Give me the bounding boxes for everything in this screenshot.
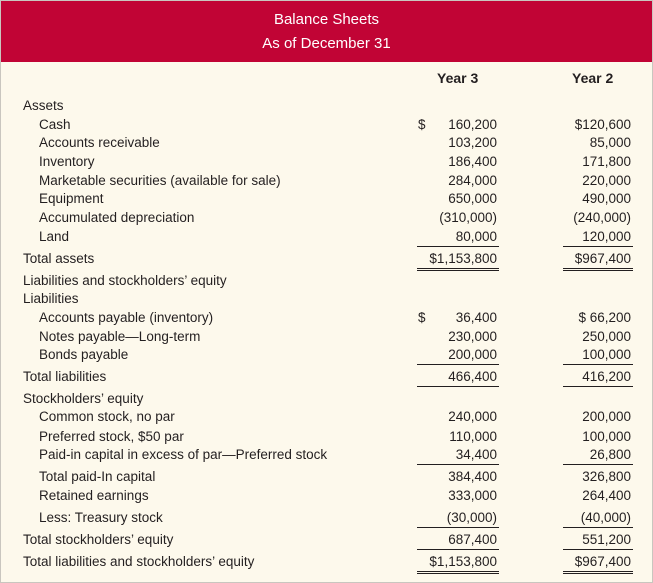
row-label-retained: Retained earnings <box>39 488 149 503</box>
value-y3-ar: 103,200 <box>448 135 497 150</box>
underline-c2-paidin <box>563 464 633 465</box>
row-label-totalliab: Total liabilities <box>23 369 107 384</box>
value-y3-retained: 333,000 <box>448 488 497 503</box>
underline-c2-bonds <box>563 364 633 365</box>
value-y3-preferred: 110,000 <box>449 429 497 444</box>
row-label-totalpaidin: Total paid-In capital <box>39 469 156 484</box>
underline-c1-totalse <box>417 549 499 550</box>
value-y2-common: 200,000 <box>582 409 631 424</box>
value-y3-inventory: 186,400 <box>448 154 497 169</box>
row-label-ar: Accounts receivable <box>39 135 160 150</box>
underline-c1-land <box>417 246 499 247</box>
value-y3-totalliab: 466,400 <box>448 369 497 384</box>
value-y3-common: 240,000 <box>448 409 497 424</box>
value-y3-equipment: 650,000 <box>448 191 497 206</box>
value-y2-totalliabeq: $967,400 <box>574 554 631 569</box>
underline-c1-bonds <box>417 364 499 365</box>
row-label-liabeq: Liabilities and stockholders’ equity <box>23 273 227 288</box>
value-y3-bonds: 200,000 <box>448 347 497 362</box>
row-label-land: Land <box>39 229 70 244</box>
row-label-liabilities: Liabilities <box>23 291 79 306</box>
value-y3-treasury: (30,000) <box>446 510 497 525</box>
underline-c1-totalliab <box>417 386 499 387</box>
row-label-marketable: Marketable securities (available for sale) <box>39 173 281 188</box>
value-y2-preferred: 100,000 <box>582 429 631 444</box>
underline-c1-paidin <box>417 464 499 465</box>
table-header <box>1 1 652 62</box>
row-label-paidin: Paid-in capital in excess of par—Preferred stock <box>39 447 328 462</box>
row-label-totalliabeq: Total liabilities and stockholders’ equity <box>23 554 255 569</box>
value-y2-bonds: 100,000 <box>582 347 631 362</box>
value-y3-notes: 230,000 <box>448 329 497 344</box>
underline-c2-totalliab <box>563 386 633 387</box>
column-header-year2: Year 2 <box>572 70 614 86</box>
value-y2-notes: 250,000 <box>582 329 631 344</box>
double-underline-c2-totalassets <box>563 268 633 271</box>
value-y3-accdep: (310,000) <box>439 210 497 225</box>
row-label-inventory: Inventory <box>39 154 95 169</box>
value-y2-totalpaidin: 326,800 <box>582 469 631 484</box>
value-y3-totalliabeq: $1,153,800 <box>429 554 497 569</box>
value-y2-totalliab: 416,200 <box>582 369 631 384</box>
underline-c1-treasury <box>417 527 499 528</box>
value-y2-marketable: 220,000 <box>582 173 631 188</box>
value-y2-ar: 85,000 <box>589 135 631 150</box>
row-label-common: Common stock, no par <box>39 409 175 424</box>
table-subtitle: As of December 31 <box>262 35 391 52</box>
value-y2-accdep: (240,000) <box>573 210 631 225</box>
row-label-preferred: Preferred stock, $50 par <box>39 429 184 444</box>
value-y2-treasury: (40,000) <box>580 510 631 525</box>
row-label-totalassets: Total assets <box>23 251 95 266</box>
value-y3-totalassets: $1,153,800 <box>429 251 497 266</box>
value-y2-retained: 264,400 <box>582 488 631 503</box>
table-title: Balance Sheets <box>273 11 380 28</box>
value-y3-ap: 36,400 <box>455 310 497 325</box>
column-header-year3: Year 3 <box>437 70 479 86</box>
value-y3-totalpaidin: 384,400 <box>448 469 497 484</box>
dollar-sign-ap: $ <box>418 310 426 325</box>
double-underline-c1-totalassets <box>417 268 499 271</box>
value-y2-ap: $ 66,200 <box>578 310 631 325</box>
value-y3-paidin: 34,400 <box>455 447 497 462</box>
value-y2-totalassets: $967,400 <box>574 251 631 266</box>
dollar-sign-cash: $ <box>418 117 426 132</box>
value-y3-marketable: 284,000 <box>448 173 497 188</box>
value-y2-paidin: 26,800 <box>589 447 631 462</box>
row-label-accdep: Accumulated depreciation <box>39 210 195 225</box>
row-label-assets: Assets <box>23 98 64 113</box>
value-y3-totalse: 687,400 <box>448 532 497 547</box>
underline-c2-land <box>563 246 633 247</box>
value-y2-inventory: 171,800 <box>582 154 631 169</box>
row-label-cash: Cash <box>39 117 71 132</box>
value-y3-cash: 160,200 <box>448 117 497 132</box>
value-y2-totalse: 551,200 <box>582 532 631 547</box>
row-label-equipment: Equipment <box>39 191 104 206</box>
value-y2-cash: $120,600 <box>574 117 631 132</box>
row-label-ap: Accounts payable (inventory) <box>39 310 214 325</box>
row-label-se: Stockholders’ equity <box>23 391 144 406</box>
row-label-totalse: Total stockholders’ equity <box>23 532 174 547</box>
double-underline-c1-totalliabeq <box>417 571 499 574</box>
row-label-treasury: Less: Treasury stock <box>39 510 163 525</box>
row-label-bonds: Bonds payable <box>39 347 129 362</box>
underline-c2-treasury <box>563 527 633 528</box>
value-y2-land: 120,000 <box>582 229 631 244</box>
underline-c2-totalse <box>563 549 633 550</box>
double-underline-c2-totalliabeq <box>563 571 633 574</box>
value-y2-equipment: 490,000 <box>582 191 631 206</box>
row-label-notes: Notes payable—Long-term <box>39 329 201 344</box>
value-y3-land: 80,000 <box>455 229 497 244</box>
